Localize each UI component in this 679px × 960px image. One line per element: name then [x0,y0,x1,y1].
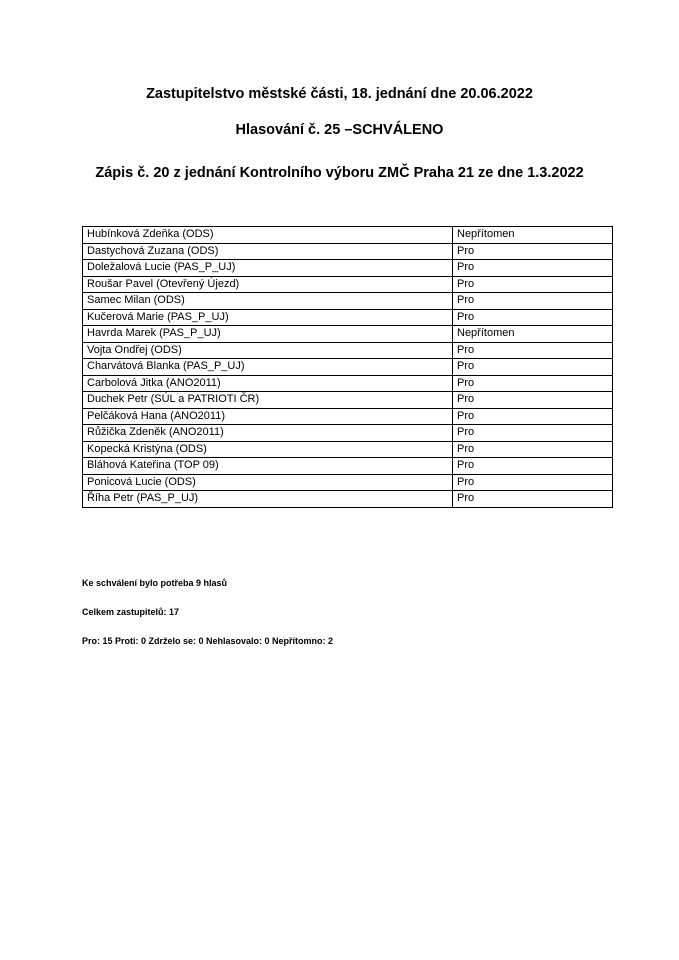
member-vote-cell: Pro [453,441,613,458]
table-row [83,227,613,244]
member-vote-cell: Pro [453,375,613,392]
member-name-cell: Kopecká Kristýna (ODS) [83,441,453,458]
vote-result-heading: Hlasování č. 25 –SCHVÁLENO [235,122,444,138]
vote-table [82,226,613,508]
member-vote-cell: Pro [453,425,613,442]
member-vote-cell: Pro [453,309,613,326]
member-name-cell: Hubínková Zdeňka (ODS) [83,227,453,244]
member-name-cell: Ponicová Lucie (ODS) [83,474,453,491]
required-votes-note: Ke schválení bylo potřeba 9 hlasů [82,578,228,588]
table-row [83,441,613,458]
member-name-cell: Samec Milan (ODS) [83,293,453,310]
member-name-cell: Carbolová Jitka (ANO2011) [83,375,453,392]
member-vote-cell: Pro [453,458,613,475]
table-row [83,243,613,260]
meeting-title: Zastupitelstvo městské části, 18. jednání dne 20.06.2022 [146,86,533,102]
table-row [83,458,613,475]
total-members-note: Celkem zastupitelů: 17 [82,607,180,617]
member-vote-cell: Nepřítomen [453,326,613,343]
member-name-cell: Doležalová Lucie (PAS_P_UJ) [83,260,453,277]
table-row [83,491,613,508]
member-name-cell: Vojta Ondřej (ODS) [83,342,453,359]
table-row [83,392,613,409]
member-vote-cell: Pro [453,243,613,260]
member-name-cell: Duchek Petr (SÚL a PATRIOTI ČR) [83,392,453,409]
member-vote-cell: Pro [453,491,613,508]
member-name-cell: Pelčáková Hana (ANO2011) [83,408,453,425]
member-name-cell: Dastychová Zuzana (ODS) [83,243,453,260]
member-vote-cell: Pro [453,293,613,310]
member-name-cell: Havrda Marek (PAS_P_UJ) [83,326,453,343]
member-vote-cell: Pro [453,408,613,425]
member-name-cell: Charvátová Blanka (PAS_P_UJ) [83,359,453,376]
table-row [83,425,613,442]
member-name-cell: Říha Petr (PAS_P_UJ) [83,491,453,508]
table-row [83,326,613,343]
table-row [83,293,613,310]
member-name-cell: Bláhová Kateřina (TOP 09) [83,458,453,475]
table-row [83,309,613,326]
member-name-cell: Kučerová Marie (PAS_P_UJ) [83,309,453,326]
member-vote-cell: Nepřítomen [453,227,613,244]
table-row [83,375,613,392]
vote-table-body [83,227,613,508]
member-vote-cell: Pro [453,342,613,359]
member-name-cell: Růžička Zdeněk (ANO2011) [83,425,453,442]
table-row [83,408,613,425]
table-row [83,359,613,376]
table-row [83,260,613,277]
table-row [83,474,613,491]
member-name-cell: Roušar Pavel (Otevřený Újezd) [83,276,453,293]
member-vote-cell: Pro [453,260,613,277]
member-vote-cell: Pro [453,359,613,376]
vote-subject: Zápis č. 20 z jednání Kontrolního výboru ZMČ Praha 21 ze dne 1.3.2022 [95,165,584,181]
member-vote-cell: Pro [453,392,613,409]
vote-results-summary: Pro: 15 Proti: 0 Zdrželo se: 0 Nehlasovalo: 0 Nepřítomno: 2 [82,636,334,646]
member-vote-cell: Pro [453,474,613,491]
member-vote-cell: Pro [453,276,613,293]
table-row [83,276,613,293]
table-row [83,342,613,359]
